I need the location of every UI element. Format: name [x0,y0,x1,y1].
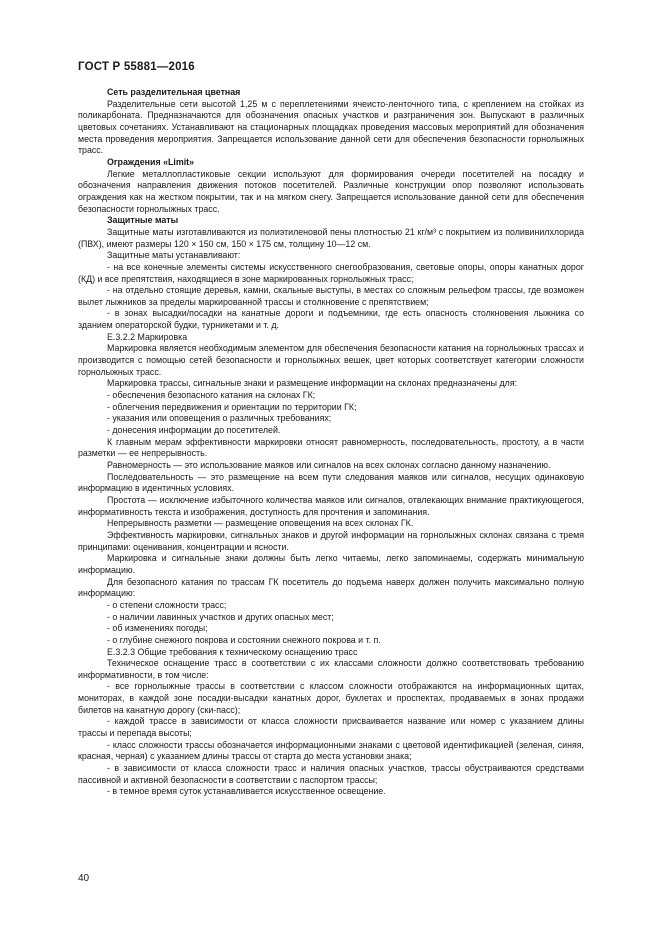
list-item: - в зависимости от класса сложности трасс и наличия опасных участков, трассы обустраиваются средствами пассивной и активной безопасности в соответствии с паспортом трассы; [78,763,584,785]
section-heading: Защитные маты [107,215,179,226]
list-item: - каждой трассе в зависимости от класса сложности присваивается название или номер с указанием длины трассы и перепада высоты; [78,716,584,739]
paragraph: Равномерность — это использование маяков или сигналов на всех склонах согласно данному назначению. [107,460,551,470]
list-item: - облегчения передвижения и ориентации по территории ГК; [107,401,357,412]
paragraph: Эффективность маркировки, сигнальных знаков и другой информации на горнолыжных склонах связана с тремя принципами: оценивания, концентрации и ясности. [78,529,584,552]
document-header: ГОСТ Р 55881—2016 [78,61,195,73]
list-item: - в темное время суток устанавливается искусственное освещение. [107,786,386,797]
paragraph: Легкие металлопластиковые секции используют для формирования очереди посетителей на посадку и обозначения направления движения потоков посетителей. Различные конструкции опор позволяют использовать ограждения как на жестком покрытии, так и на мягком снегу. Запрещается использование данной сети для обеспечения безопасности горнолыжных трасс. [78,168,584,214]
page-number: 40 [78,873,90,884]
list-item: - в зонах высадки/посадки на канатные дороги и подъемники, где есть опасность столкновения лыжника со зданием операторской будки, турникетами и т. д. [78,308,584,331]
paragraph: К главным мерам эффективности маркировки относят равномерность, последовательность, простоту, а в части разметки — ее непрерывность. [78,436,584,459]
list-item: - о наличии лавинных участков и других опасных мест; [107,611,334,622]
paragraph: Разделительные сети высотой 1,25 м с переплетениями ячеисто-ленточного типа, с креплением на стойках из поликарбоната. Предназначаются для обозначения опасных участков и разграничения зон. Выпускают в различных цветовых сочетаниях. Устанавливают на стационарных площадках проведения массовых мероприятий для обозначения места проведения мероприятия. Запрещается использование данной сети для обеспечения безопасности горнолыжных трасс. [78,98,584,156]
list-item: - обеспечения безопасного катания на склонах ГК; [107,390,316,401]
list-item: - все горнолыжные трассы в соответствии с классом сложности отображаются на информационных щитах, мониторах, в каждой зоне посадки-высадки канатных дорог, буклетах и проспектах, продаваемых в зонах продажи билетов на канатную дорогу (ски-пасс); [78,681,584,715]
paragraph: Для безопасного катания по трассам ГК посетитель до подъема наверх должен получить максимально полную информацию: [78,576,584,599]
paragraph: Маркировка является необходимым элементом для обеспечения безопасности катания на горнолыжных трассах и производится с помощью сетей безопасности и горнолыжных вешек, цвет которых соответствует категории сложности горнолыжных трасс. [78,343,584,377]
document-body [78,87,584,798]
list-item: - об изменениях погоды; [107,623,208,634]
paragraph: Непрерывность разметки — размещение оповещения на всех склонах ГК. [107,518,414,529]
list-item: - о степени сложности трасс; [107,599,227,610]
list-item: - на все конечные элементы системы искусственного снегообразования, световые опоры, опоры канатных дорог (КД) и все препятствия, находящиеся в зоне маркированных горнолыжных трасс; [78,261,584,284]
list-item: - на отдельно стоящие деревья, камни, скальные выступы, в местах со сложным рельефом трассы, где возможен вылет лыжников за пределы маркированной трассы и столкновение с препятствием; [78,285,584,307]
paragraph: Е.3.2.2 Маркировка [107,331,188,342]
paragraph: Защитные маты изготавливаются из полиэтиленовой пены плотностью 21 кг/м³ с покрытием из поливинилхлорида (ПВХ), имеют размеры 120 × 150 см, 150 × 175 см, толщину 10—12 см. [78,226,584,249]
paragraph: Защитные маты устанавливают: [107,250,241,261]
list-item: - класс сложности трассы обозначается информационными знаками с цветовой идентификацией (зеленая, синяя, красная, черная) с указанием длины трассы от старта до места установки знака; [78,739,584,762]
paragraph: Е.3.2.3 Общие требования к техническому оснащению трасс [107,646,358,657]
paragraph: Техническое оснащение трасс в соответствии с их классами сложности должно соответствовать требованию информативности, в том числе: [78,658,584,680]
list-item: - о глубине снежного покрова и состоянии снежного покрова и т. п. [107,634,381,645]
list-item: - донесения информации до посетителей. [107,425,281,436]
paragraph: Маркировка и сигнальные знаки должны быть легко читаемы, легко запоминаемы, содержать минимальную информацию. [78,553,584,575]
section-heading: Ограждения «Limit» [107,156,195,167]
section-heading: Сеть разделительная цветная [107,87,241,97]
paragraph: Последовательность — это размещение на всем пути следования маяков или сигналов, несущих одинаковую информацию в идентичных условиях. [78,471,584,494]
paragraph: Маркировка трассы, сигнальные знаки и размещение информации на склонах предназначены для: [107,378,518,389]
paragraph: Простота — исключение избыточного количества маяков или сигналов, отвлекающих внимание практикующегося, информативность текста и изображения, доступность для прочтения и запоминания. [78,494,584,517]
list-item: - указания или оповещения о различных требованиях; [107,413,332,424]
